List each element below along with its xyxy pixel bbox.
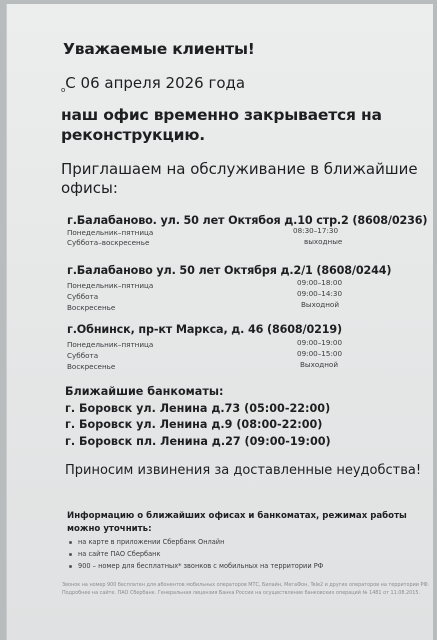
notice-greeting: Уважаемые клиенты!	[63, 40, 255, 58]
office-3-address: г.Обнинск, пр-кт Маркса, д. 46 (8608/0219)	[67, 323, 342, 336]
office-3-hours-1: 09:00–19:00	[297, 338, 343, 347]
info-bullet-1	[69, 538, 224, 546]
bullet-dot-icon	[69, 553, 72, 556]
date-text: С 06 апреля 2026 года	[65, 74, 246, 92]
office-2-hours-1: 09:00–18:00	[297, 278, 343, 287]
office-2-day-3: Воскресенье	[67, 303, 116, 312]
notice-sheet	[6, 4, 433, 640]
invitation-line-2: офисы:	[61, 179, 118, 197]
notice-closure-line-1: наш офис временно закрывается на	[61, 106, 382, 124]
info-bullet-2	[69, 550, 160, 558]
atm-item-3: г. Боровск пл. Ленина д.27 (09:00-19:00)	[65, 435, 331, 448]
info-heading: Информацию о ближайших офисах и банкоматах, режимах работы можно уточнить:	[67, 511, 407, 534]
bullet-dot-icon	[69, 565, 72, 568]
date-mark: o	[61, 86, 66, 94]
atm-item-2: г. Боровск ул. Ленина д.9 (08:00-22:00)	[65, 418, 323, 431]
office-1-address: г.Балабаново. ул. 50 лет Октябоя д.10 стр.2 (8608/0236)	[67, 214, 428, 227]
office-3-hours-2: 09:00–15:00	[297, 349, 343, 358]
invitation-line-1: Приглашаем на обслуживание в ближайшие	[61, 160, 418, 178]
office-1-hours-1: 08:30–17:30	[293, 226, 339, 235]
office-1-hours-2: выходные	[304, 237, 343, 246]
notice-closure-line-2: реконструкцию.	[61, 126, 205, 144]
office-3-day-2: Суббота	[67, 351, 99, 360]
notice-date-line	[61, 74, 245, 94]
office-2-hours-3: Выходной	[301, 300, 339, 309]
fine-print: Звонок на номер 900 бесплатен для абонентов мобильных операторов МТС, Билайн, МегаФон, Tele2 и других операторов на территории РФ. Подробнее на сайте. ПАО Сбербанк. Генеральная лицензия Банка России на осуществление банковских операций № 1481 от 11.08.2015.	[62, 582, 430, 596]
atm-item-1: г. Боровск ул. Ленина д.73 (05:00-22:00)	[65, 402, 331, 415]
office-2-hours-2: 09:00–14:30	[297, 289, 343, 298]
info-bullet-3	[69, 562, 323, 570]
apology-text: Приносим извинения за доставленные неудобства!	[65, 463, 422, 478]
office-3-hours-3: Выходной	[300, 360, 338, 369]
info-bullet-2-text: на сайте ПАО Сбербанк	[78, 550, 161, 558]
atms-heading: Ближайшие банкоматы:	[65, 385, 224, 398]
office-2-day-2: Суббота	[67, 292, 99, 301]
office-1-day-1: Понедельник–пятница	[67, 228, 154, 237]
info-bullet-3-text: 900 – номер для бесплатных* звонков с мобильных на территории РФ	[78, 562, 324, 570]
office-2-address: г.Балабаново ул. 50 лет Октября д.2/1 (8608/0244)	[67, 264, 392, 277]
info-bullet-1-text: на карте в приложении Сбербанк Онлайн	[78, 538, 225, 546]
office-2-day-1: Понедельник–пятница	[67, 281, 154, 290]
office-1-day-2: Суббота–воскресенье	[67, 238, 150, 247]
office-3-day-3: Воскресенье	[67, 362, 116, 371]
bullet-dot-icon	[69, 541, 72, 544]
office-3-day-1: Понедельник–пятница	[67, 340, 154, 349]
